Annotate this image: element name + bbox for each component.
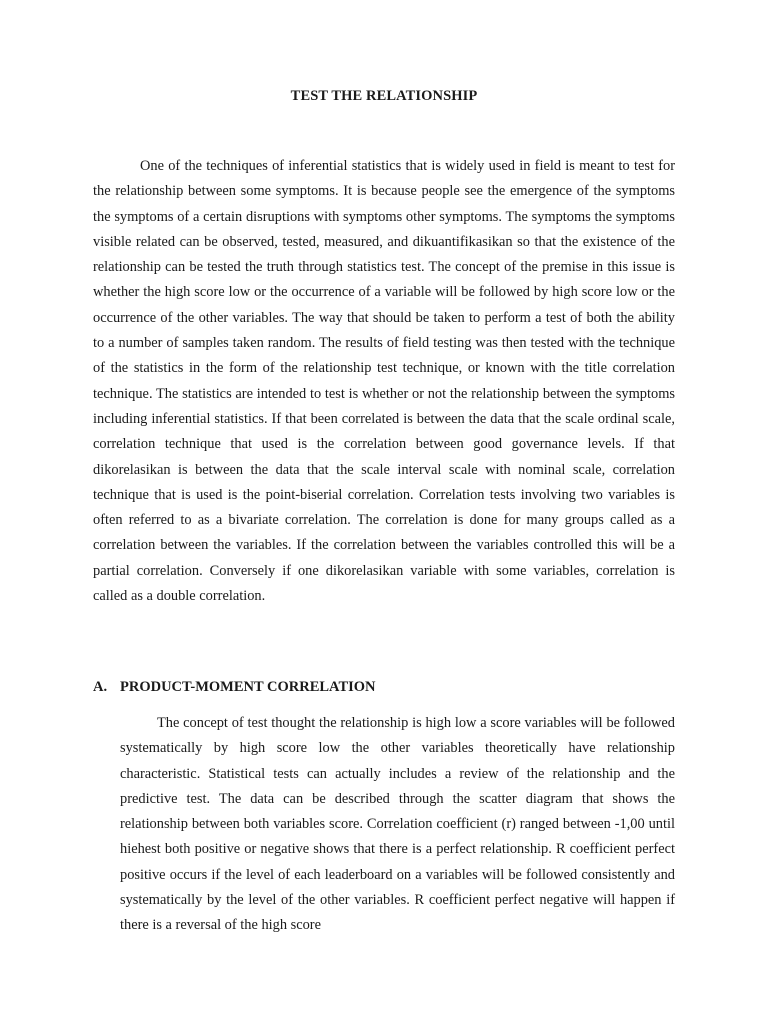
section-letter: A.	[93, 679, 108, 695]
intro-paragraph: One of the techniques of inferential statistics that is widely used in field is meant to test for the relationship between some symptoms. It is because people see the emergence of the symptoms the symptoms of a certain disruptions with symptoms other symptoms. The symptoms the symptoms visible related can be observed, tested, measured, and dikuantifikasikan so that the existence of the relationship can be tested the truth through statistics test. The concept of the premise in this issue is whether the high score low or the occurrence of a variable will be followed by high score low or the occurrence of the other variables. The way that should be taken to perform a test of both the ability to a number of samples taken random. The results of field testing was then tested with the technique of the statistics in the form of the relationship test technique, or known with the title correlation technique. The statistics are intended to test is whether or not the relationship between the symptoms including inferential statistics. If that been correlated is between the data that the scale ordinal scale, correlation technique that used is the correlation between good governance levels. If that dikorelasikan is between the data that the scale interval scale with nominal scale, correlation technique that is used is the point-biserial correlation. Correlation tests involving two variables is often referred to as a bivariate correlation. The correlation is done for many groups called as a correlation between the variables. If the correlation between the variables controlled this will be a partial correlation. Conversely if one dikorelasikan variable with some variables, correlation is called as a double correlation.	[93, 158, 675, 605]
document-title: TEST THE RELATIONSHIP	[290, 88, 478, 104]
section-title: PRODUCT-MOMENT CORRELATION	[120, 679, 376, 695]
section-heading	[93, 679, 675, 696]
section-paragraph: The concept of test thought the relationship is high low a score variables will be followed systematically by high score low the other variables theoretically have relationship characteristic. Statistical tests can actually includes a review of the relationship and the predictive test. The data can be described through the scatter diagram that shows the relationship between both variables score. Correlation coefficient (r) ranged between -1,00 until hiehest both positive or negative shows that there is a perfect relationship. R coefficient perfect positive occurs if the level of each leaderboard on a variables will be followed consistently and systematically by the level of the other variables. R coefficient perfect negative will happen if there is a reversal of the high score	[120, 715, 675, 934]
